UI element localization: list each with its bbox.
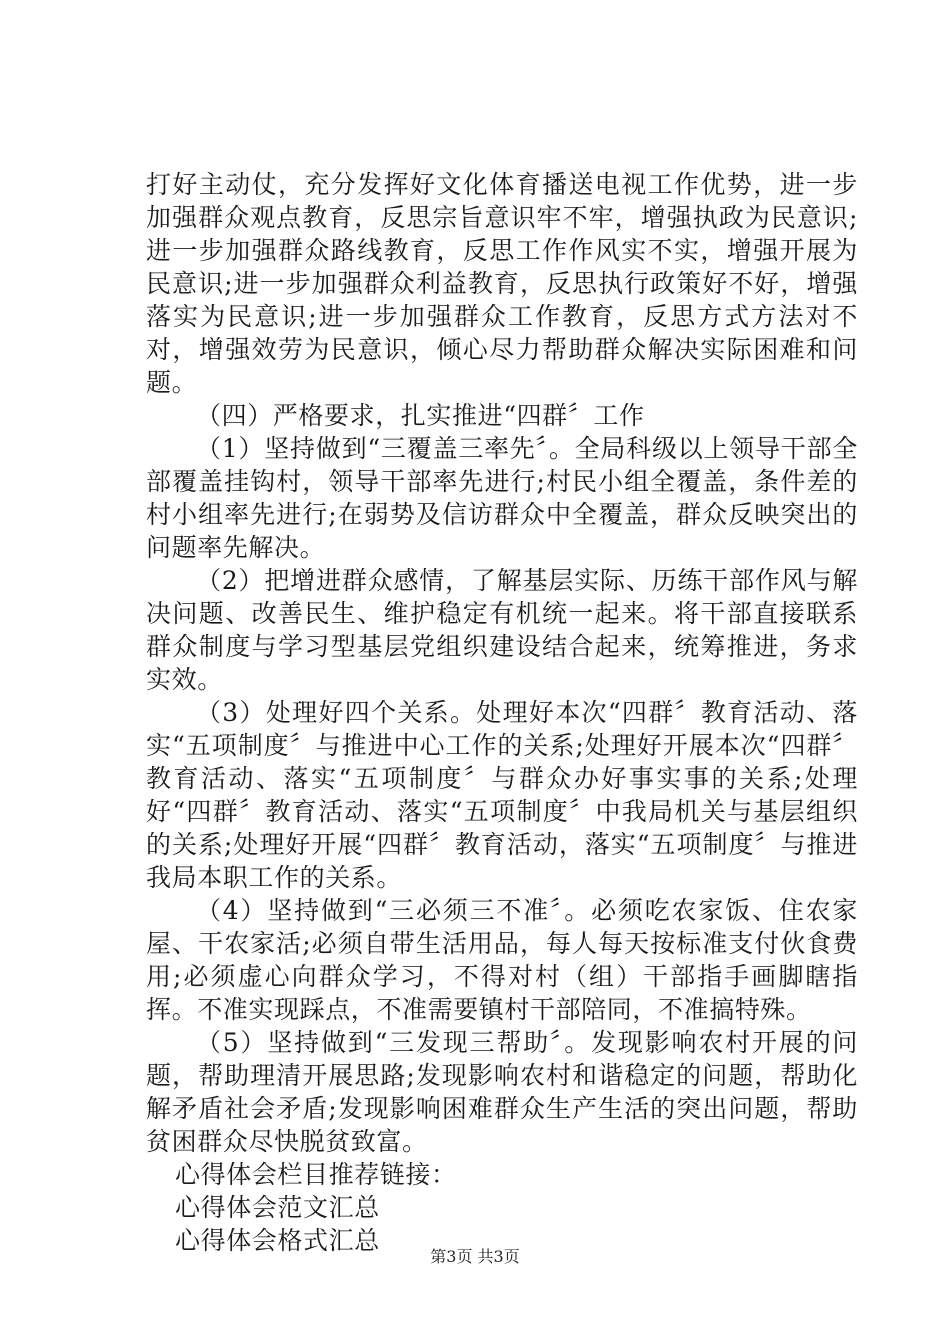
link-essay-collection[interactable]: 心得体会范文汇总 [175,1193,380,1222]
paragraph-continuation: 打好主动仗，充分发挥好文化体育播送电视工作优势，进一步加强群众观点教育，反思宗旨意识牢不牢，增强执政为民意识;进一步加强群众路线教育，反思工作作风实不实，增强开展为民意识;进一步加强群众利益教育，反思执行政策好不好，增强落实为民意识;进一步加强群众工作教育，反思方式方法对不对，增强效劳为民意识，倾心尽力帮助群众解决实际困难和问题。 [146,170,858,397]
paragraph-item-1: （1）坚持做到“三覆盖三率先〞。全局科级以上领导干部全部覆盖挂钩村，领导干部率先进行;村民小组全覆盖，条件差的村小组率先进行;在弱势及信访群众中全覆盖，群众反映突出的问题率先解决。 [146,434,858,562]
link-format-collection[interactable]: 心得体会格式汇总 [175,1226,380,1255]
paragraph-item-3: （3）处理好四个关系。处理好本次“四群〞教育活动、落实“五项制度〞与推进中心工作的关系;处理好开展本次“四群〞教育活动、落实“五项制度〞与群众办好事实事的关系;处理好“四群〞教育活动、落实“五项制度〞中我局机关与基层组织的关系;处理好开展“四群〞教育活动，落实“五项制度〞与推进我局本职工作的关系。 [146,698,858,892]
paragraph-item-5: （5）坚持做到“三发现三帮助〞。发现影响农村开展的问题，帮助理清开展思路;发现影响农村和谐稳定的问题，帮助化解矛盾社会矛盾;发现影响困难群众生产生活的突出问题，帮助贫困群众尽快脱贫致富。 [146,1028,858,1156]
section-heading: （四）严格要求，扎实推进“四群〞工作 [196,401,645,430]
page-footer: 第3页 共3页 [430,1247,520,1266]
paragraph-item-2: （2）把增进群众感情，了解基层实际、历练干部作风与解决问题、改善民生、维护稳定有机统一起来。将干部直接联系群众制度与学习型基层党组织建设结合起来，统筹推进，务求实效。 [146,566,858,694]
document-body [146,168,858,1257]
recommended-links-heading: 心得体会栏目推荐链接： [175,1160,457,1189]
paragraph-item-4: （4）坚持做到“三必须三不准〞。必须吃农家饭、住农家屋、干农家活;必须自带生活用品，每人每天按标准支付伙食费用;必须虚心向群众学习，不得对村（组）干部指手画脚瞎指挥。不准实现踩点，不准需要镇村干部陪同，不准搞特殊。 [146,896,858,1024]
